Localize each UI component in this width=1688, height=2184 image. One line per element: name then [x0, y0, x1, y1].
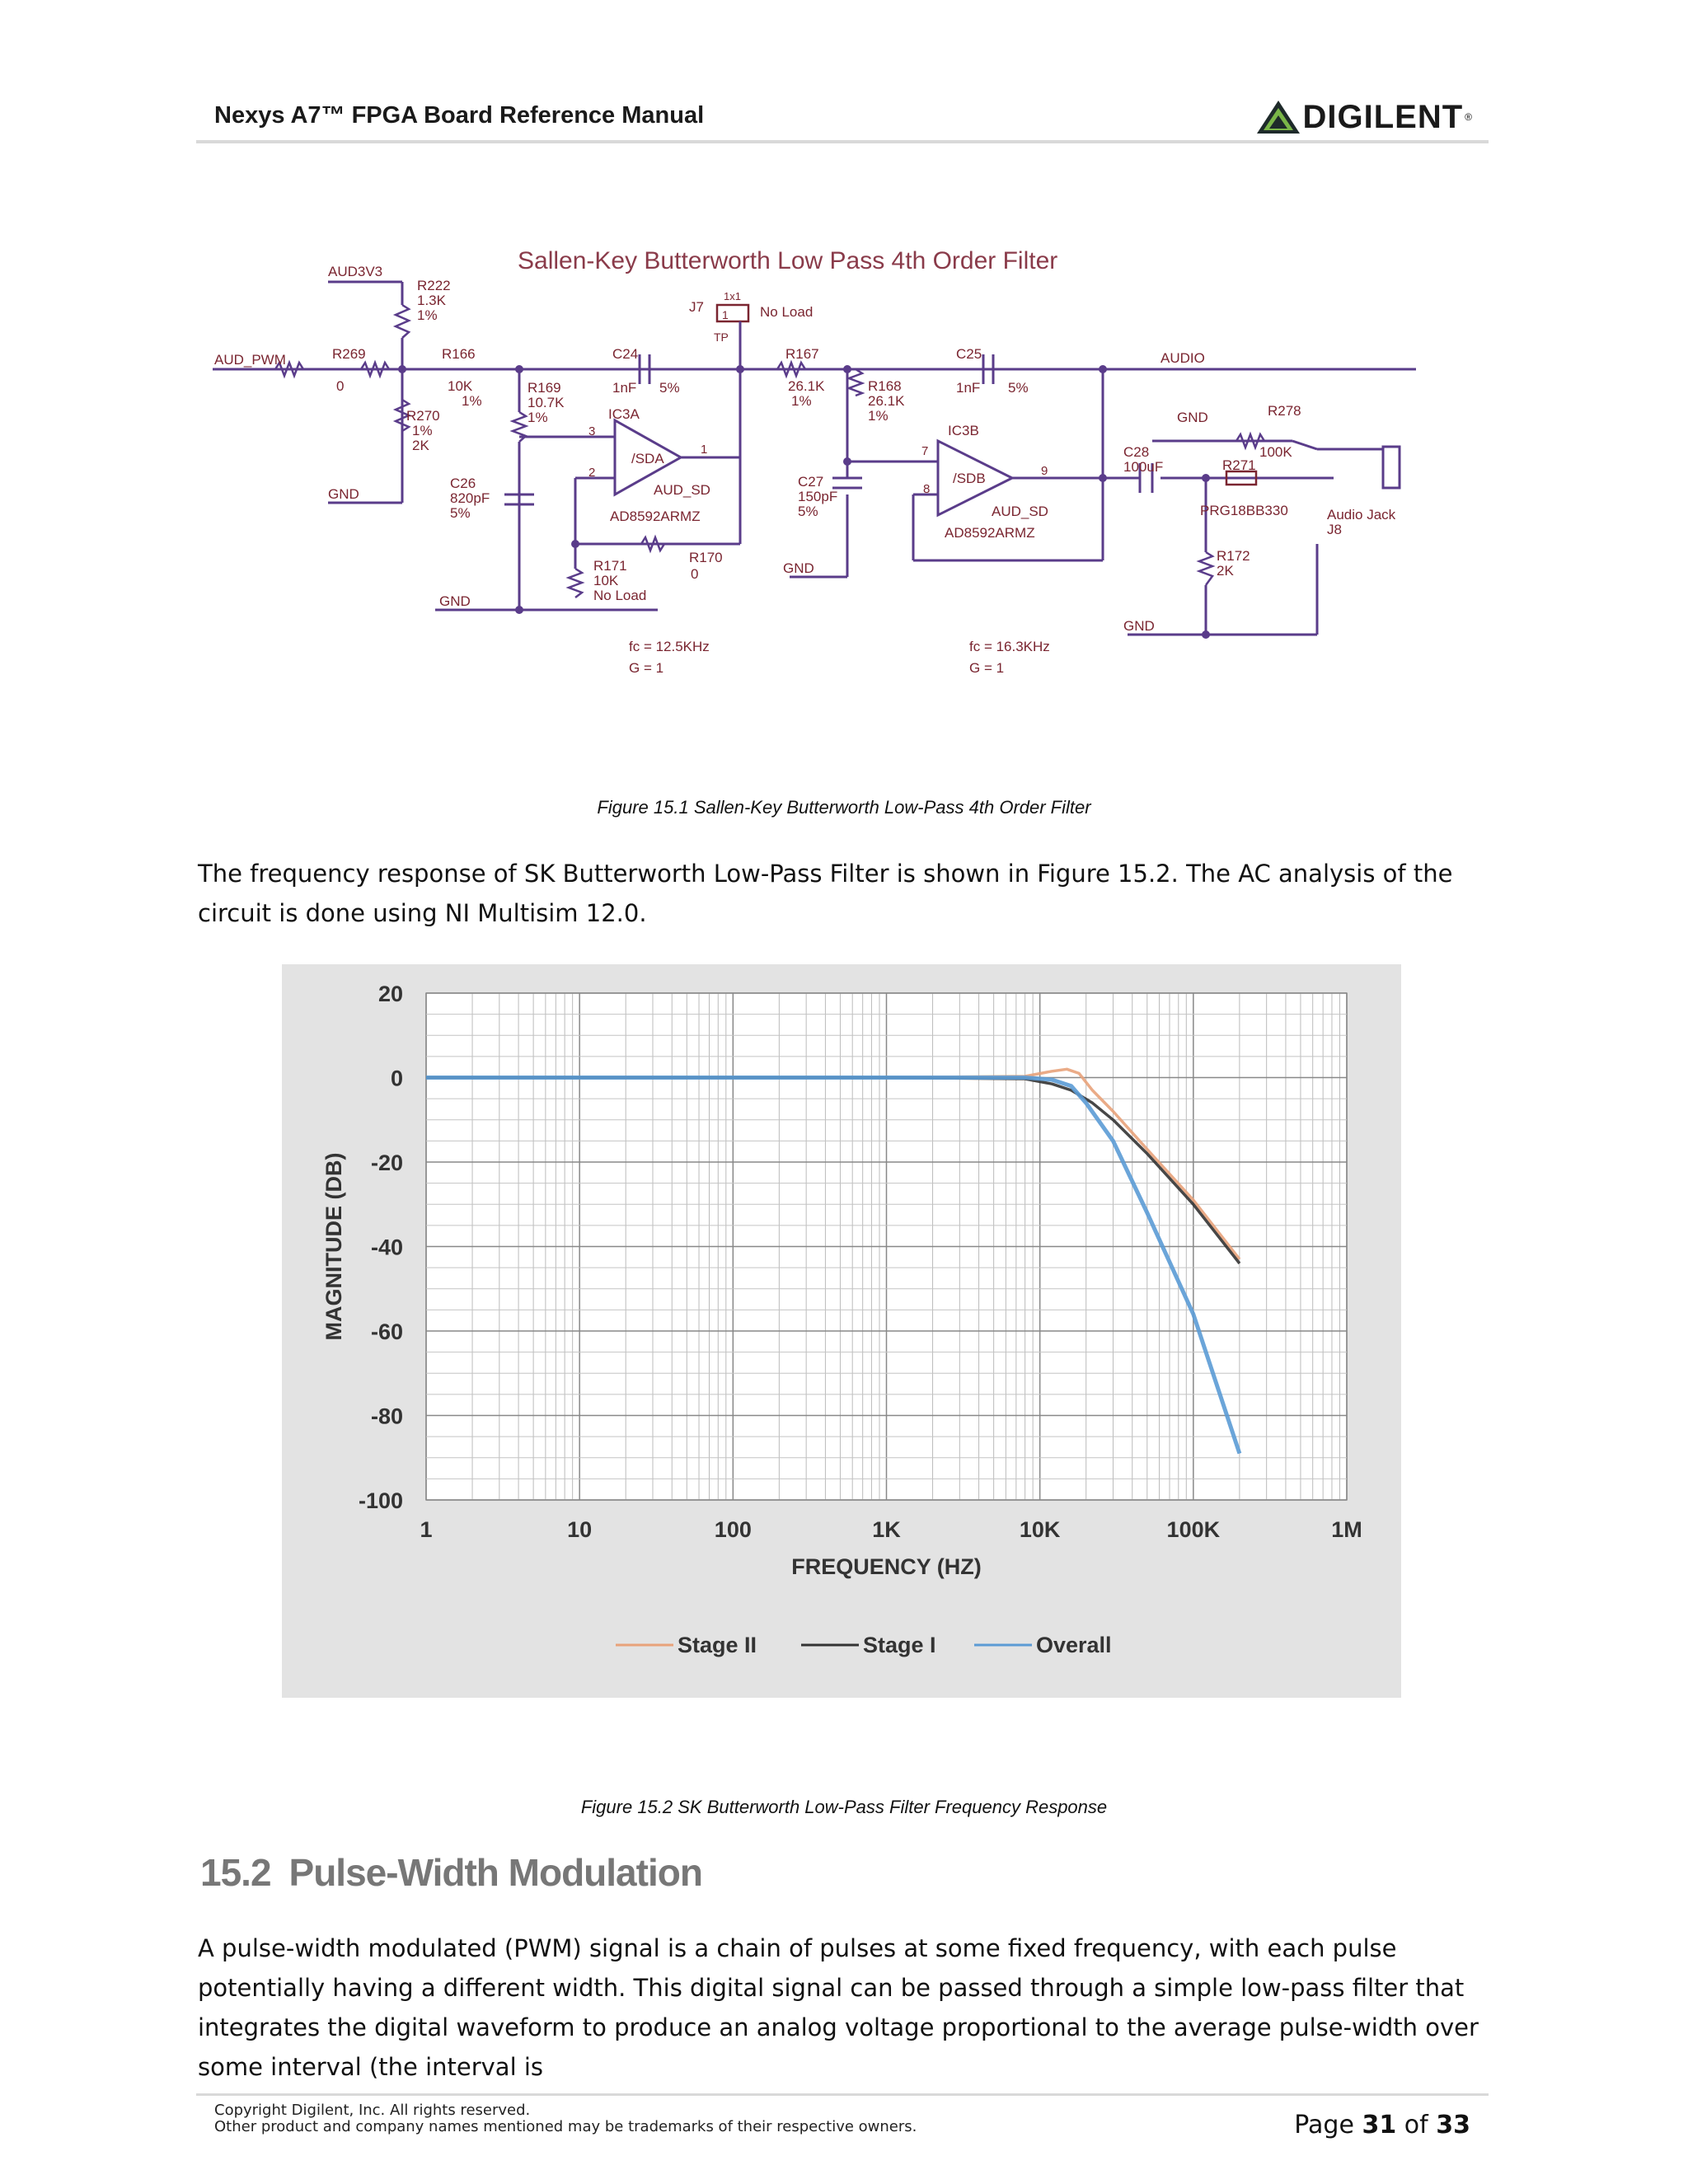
svg-text:GND: GND — [783, 560, 814, 576]
svg-text:2: 2 — [588, 466, 596, 480]
y-tick-label: 20 — [377, 982, 403, 1006]
svg-text:1%: 1% — [412, 423, 433, 438]
x-axis-label: FREQUENCY (HZ) — [791, 1554, 982, 1579]
svg-text:1%: 1% — [462, 393, 482, 409]
svg-text:150pF: 150pF — [798, 489, 838, 504]
label-aud-pwm: AUD_PWM — [214, 352, 286, 368]
svg-text:AUD_SD: AUD_SD — [992, 504, 1048, 519]
svg-text:C28: C28 — [1123, 444, 1150, 460]
x-tick-label: 10K — [1019, 1517, 1061, 1542]
filter-schematic — [196, 231, 1489, 709]
svg-text:GND: GND — [1177, 410, 1208, 425]
y-axis-label: MAGNITUDE (DB) — [321, 1152, 346, 1341]
section-title: Pulse-Width Modulation — [288, 1851, 702, 1894]
label-aud3v3: AUD3V3 — [328, 264, 383, 279]
svg-text:R169: R169 — [528, 380, 561, 396]
svg-text:C27: C27 — [798, 474, 824, 490]
x-tick-label: 1M — [1331, 1517, 1362, 1542]
svg-text:0: 0 — [691, 566, 699, 582]
svg-text:100uF: 100uF — [1123, 459, 1164, 475]
svg-text:26.1K: 26.1K — [788, 378, 825, 394]
svg-text:R171: R171 — [593, 558, 627, 574]
svg-text:1nF: 1nF — [612, 380, 637, 396]
svg-text:J8: J8 — [1327, 522, 1342, 537]
page-header — [196, 97, 1489, 143]
schematic-title: Sallen-Key Butterworth Low Pass 4th Order Filter — [518, 247, 1058, 274]
svg-text:1.3K: 1.3K — [417, 293, 446, 308]
svg-text:AD8592ARMZ: AD8592ARMZ — [945, 525, 1035, 541]
y-tick-label: -80 — [370, 1404, 403, 1429]
svg-text:10K: 10K — [593, 573, 619, 588]
svg-text:AD8592ARMZ: AD8592ARMZ — [610, 509, 701, 524]
svg-text:100K: 100K — [1259, 444, 1292, 460]
svg-text:10K: 10K — [448, 378, 473, 394]
svg-text:5%: 5% — [1008, 380, 1029, 396]
svg-text:1%: 1% — [528, 410, 548, 425]
svg-text:GND: GND — [328, 486, 359, 502]
svg-text:10.7K: 10.7K — [528, 395, 565, 410]
frequency-response-chart — [282, 964, 1401, 1698]
svg-text:PRG18BB330: PRG18BB330 — [1200, 503, 1288, 518]
trademark-line: Other product and company names mentioned may be trademarks of their respective owners. — [214, 2118, 917, 2135]
svg-text:G = 1: G = 1 — [969, 660, 1005, 676]
svg-text:No Load: No Load — [760, 304, 814, 320]
svg-text:R172: R172 — [1217, 548, 1250, 564]
svg-text:C26: C26 — [450, 476, 476, 491]
page-label: Page — [1294, 2111, 1354, 2139]
svg-text:R166: R166 — [442, 346, 476, 362]
svg-text:1x1: 1x1 — [724, 290, 741, 302]
svg-text:IC3B: IC3B — [948, 423, 979, 438]
svg-text:/SDB: /SDB — [953, 471, 986, 486]
document-title: Nexys A7™ FPGA Board Reference Manual — [214, 102, 705, 129]
svg-text:9: 9 — [1041, 464, 1048, 478]
svg-text:C24: C24 — [612, 346, 639, 362]
y-tick-label: -100 — [358, 1488, 403, 1513]
x-tick-label: 1K — [872, 1517, 901, 1542]
paragraph-frequency-response: The frequency response of SK Butterworth Low-Pass Filter is shown in Figure 15.2. The AC analysis of the circuit is done using NI Multisim 12.0. — [198, 860, 1453, 927]
section-number: 15.2 — [200, 1851, 271, 1894]
svg-text:1%: 1% — [868, 408, 889, 424]
svg-text:R270: R270 — [406, 408, 440, 424]
svg-text:AUD_SD: AUD_SD — [654, 482, 710, 498]
svg-text:1: 1 — [722, 308, 729, 321]
svg-text:8: 8 — [923, 482, 931, 496]
svg-text:R278: R278 — [1268, 403, 1301, 419]
figure-caption-2: Figure 15.2 SK Butterworth Low-Pass Filter Frequency Response — [580, 1797, 1108, 1817]
copyright-line: Copyright Digilent, Inc. All rights reserved. — [214, 2102, 531, 2119]
digilent-logo — [1254, 97, 1472, 137]
page-of: of — [1404, 2111, 1428, 2139]
svg-text:C25: C25 — [956, 346, 982, 362]
digilent-triangle-icon — [1254, 98, 1302, 136]
svg-text:5%: 5% — [450, 505, 471, 521]
svg-text:1: 1 — [701, 443, 708, 457]
svg-text:26.1K: 26.1K — [868, 393, 905, 409]
y-tick-label: -20 — [370, 1151, 403, 1175]
page-total: 33 — [1436, 2111, 1470, 2139]
svg-text:5%: 5% — [798, 504, 818, 519]
paragraph-pwm: A pulse-width modulated (PWM) signal is a chain of pulses at some fixed frequency, with each pulse potentially having a different width. This digital signal can be passed through a simple low-pass filter that integrates the digital waveform to produce an analog voltage proportional to the average pulse-width over some interval (the interval is — [198, 1934, 1479, 2081]
svg-text:R168: R168 — [868, 378, 902, 394]
svg-text:1%: 1% — [417, 307, 438, 323]
svg-text:Audio Jack: Audio Jack — [1327, 507, 1396, 523]
svg-text:No Load: No Load — [593, 588, 647, 603]
svg-text:7: 7 — [921, 444, 929, 458]
legend-label-stage-ii: Stage II — [678, 1633, 757, 1657]
svg-text:820pF: 820pF — [450, 490, 490, 506]
svg-text:J7: J7 — [689, 299, 704, 315]
x-tick-label: 1 — [420, 1517, 433, 1542]
svg-text:AUDIO: AUDIO — [1160, 350, 1205, 366]
figure-caption-1: Figure 15.1 Sallen-Key Butterworth Low-Pass 4th Order Filter — [597, 797, 1091, 818]
footer-copyright — [214, 2102, 917, 2135]
y-tick-label: -60 — [370, 1319, 403, 1344]
x-tick-label: 10 — [567, 1517, 593, 1542]
svg-text:R222: R222 — [417, 278, 451, 293]
legend-label-stage-i: Stage I — [863, 1633, 936, 1657]
y-tick-label: -40 — [370, 1235, 403, 1260]
logo-text: DIGILENT — [1302, 98, 1464, 135]
svg-text:G = 1: G = 1 — [629, 660, 664, 676]
svg-text:0: 0 — [336, 378, 345, 394]
svg-text:1%: 1% — [791, 393, 812, 409]
chart-svg — [282, 964, 1401, 1698]
svg-text:fc = 16.3KHz: fc = 16.3KHz — [969, 639, 1050, 654]
legend-label-overall: Overall — [1036, 1633, 1112, 1657]
svg-text:5%: 5% — [659, 380, 680, 396]
x-tick-label: 100 — [714, 1517, 752, 1542]
svg-text:/SDA: /SDA — [631, 451, 664, 466]
svg-text:2K: 2K — [412, 438, 429, 453]
logo-mark: ® — [1465, 111, 1472, 123]
svg-text:GND: GND — [439, 593, 471, 609]
svg-text:TP: TP — [714, 330, 729, 344]
page-number — [1294, 2111, 1470, 2139]
svg-text:R170: R170 — [689, 550, 723, 565]
svg-text:3: 3 — [588, 424, 596, 438]
svg-text:1nF: 1nF — [956, 380, 981, 396]
svg-text:R167: R167 — [785, 346, 819, 362]
svg-text:R269: R269 — [332, 346, 366, 362]
svg-text:R271: R271 — [1222, 457, 1256, 473]
svg-text:2K: 2K — [1217, 563, 1234, 579]
section-heading — [200, 1850, 702, 1895]
x-tick-label: 100K — [1166, 1517, 1221, 1542]
y-tick-label: 0 — [390, 1066, 403, 1091]
page-footer — [196, 2093, 1489, 2154]
svg-text:IC3A: IC3A — [608, 406, 640, 422]
svg-text:GND: GND — [1123, 618, 1155, 634]
svg-text:fc = 12.5KHz: fc = 12.5KHz — [629, 639, 710, 654]
page-current: 31 — [1362, 2111, 1397, 2139]
